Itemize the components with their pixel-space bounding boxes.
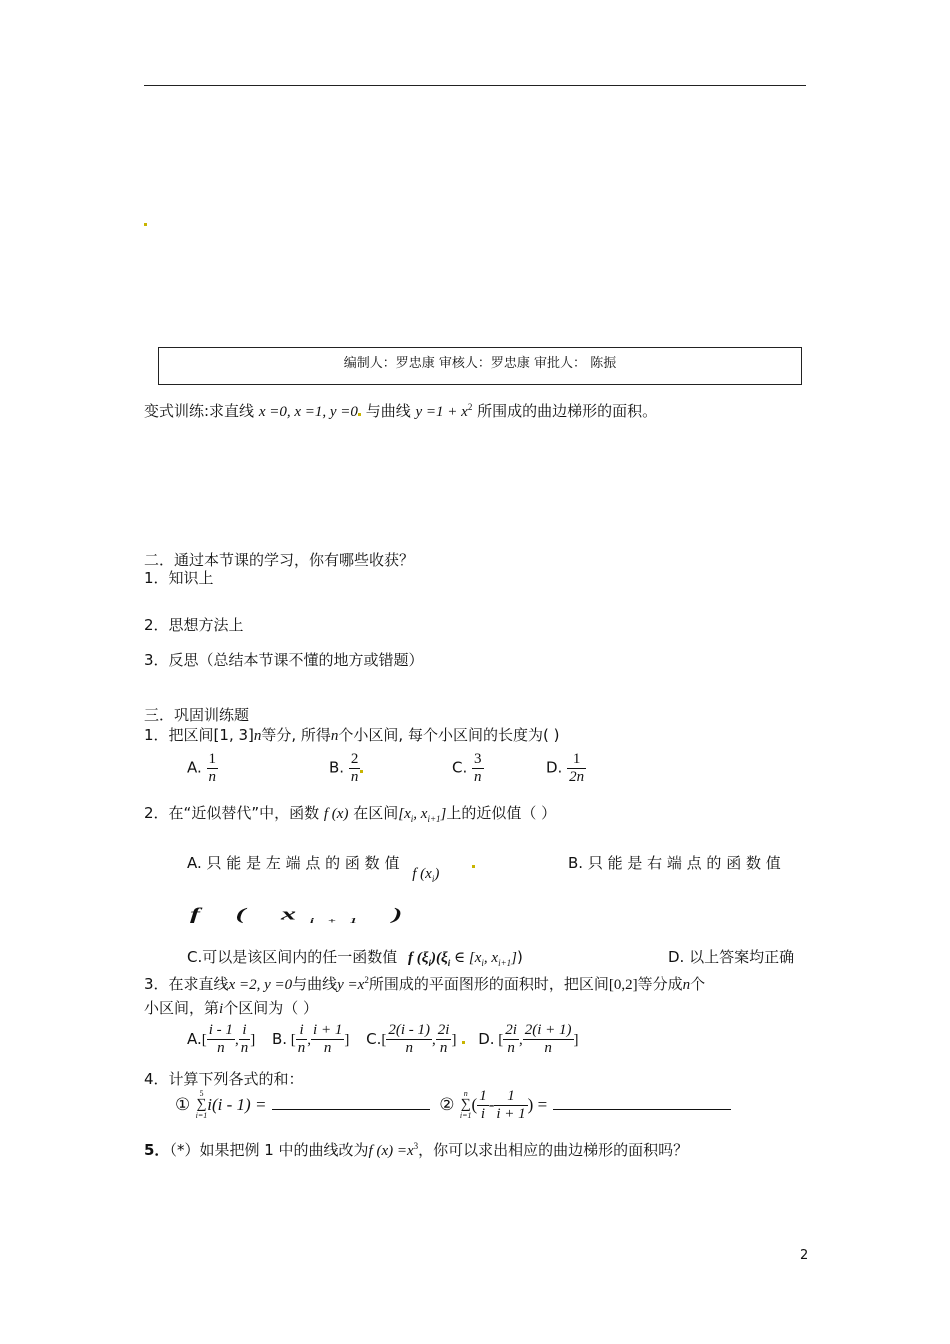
q1-option-b: B. $\frac{2}{n}$ bbox=[329, 751, 363, 785]
section3-title: 三．巩固训练题 bbox=[144, 706, 250, 724]
q2-option-d: D. 以上答案均正确 bbox=[668, 948, 795, 966]
section2-item-knowledge: 1．知识上 bbox=[144, 569, 214, 587]
q4-expr-1: ① 5 ∑ i=1 i(i - 1) = bbox=[175, 1095, 435, 1115]
section2-item-reflection: 3．反思（总结本节课不懂的地方或错题） bbox=[144, 651, 424, 669]
q2-option-c: C.可以是该区间内的任一函数值 f $(\xi_i)(\xi_i$ ∈ [$x_i$, $x_{i+1}$]) bbox=[187, 948, 523, 968]
q2-option-a: A. 只 能 是 左 端 点 的 函 数 值 f $(x_i)$ bbox=[187, 852, 475, 874]
question-1: 1．把区间[1, 3]n等分, 所得n个小区间, 每个小区间的长度为( ) bbox=[144, 726, 560, 744]
section2-item-method: 2．思想方法上 bbox=[144, 616, 244, 634]
q3-option-a: A.[ $\frac{i - 1}{n}$ , $\frac{i}{n}$ ] bbox=[187, 1022, 256, 1056]
q1-option-a: A. $\frac{1}{n}$ bbox=[187, 751, 217, 785]
q4-expr-2: ② n ∑ i=1 ( $\frac{1}{i}$ - $\frac{1}{i + 1}$ ) = bbox=[439, 1095, 730, 1115]
page-number: 2 bbox=[800, 1248, 809, 1263]
q3-option-b: B. [ $\frac{i}{n}$ , $\frac{i + 1}{n}$ ] bbox=[271, 1022, 350, 1056]
variant-line: 变式训练:求直线 x =0, x =1, y =0 与曲线 $y =1 + x^2$ 所围成的曲边梯形的面积。 bbox=[144, 402, 658, 420]
section2-title: 二．通过本节课的学习，你有哪些收获？ bbox=[144, 551, 415, 569]
question-5: 5．（*）如果把例 1 中的曲线改为f $(x) =x^3$，你可以求出相应的曲边梯形的面积吗？ bbox=[144, 1141, 689, 1159]
q3-options bbox=[187, 1022, 579, 1056]
q3-option-d: D. [ $\frac{2i}{n}$ , $\frac{2(i + 1)}{n}$ ] bbox=[478, 1022, 579, 1056]
q2-distorted-formula: f ( $x_{i+1}$ ) bbox=[190, 905, 417, 926]
question-4: 4．计算下列各式的和： bbox=[144, 1070, 304, 1088]
question-2: 2．在“近似替代”中，函数 f (x) 在区间[$x_i$, $x_{i+1}$]上的近似值（ ） bbox=[144, 804, 557, 824]
question-3: 3．在求直线x =2, y =0与曲线$y =x^2$所围成的平面图形的面积时，把区间[0,2]等分成n个 bbox=[144, 975, 706, 993]
editors-box bbox=[158, 347, 802, 385]
q1-option-c: C. $\frac{3}{n}$ bbox=[452, 751, 482, 785]
q4-expressions bbox=[175, 1088, 731, 1122]
stray-mark bbox=[144, 223, 147, 226]
q2-option-b: B. 只 能 是 右 端 点 的 函 数 值 bbox=[568, 854, 781, 872]
header-rule bbox=[144, 85, 806, 86]
q1-option-d: D. $\frac{1}{2n}$ bbox=[546, 751, 585, 785]
q3-option-c: C.[ $\frac{2(i - 1)}{n}$ , $\frac{2i}{n}$ ] bbox=[366, 1030, 470, 1048]
editors-text: 编制人：罗忠康 审核人：罗忠康 审批人： 陈振 bbox=[343, 356, 617, 371]
question-3-line2: 小区间，第i个区间为（ ） bbox=[144, 999, 318, 1017]
